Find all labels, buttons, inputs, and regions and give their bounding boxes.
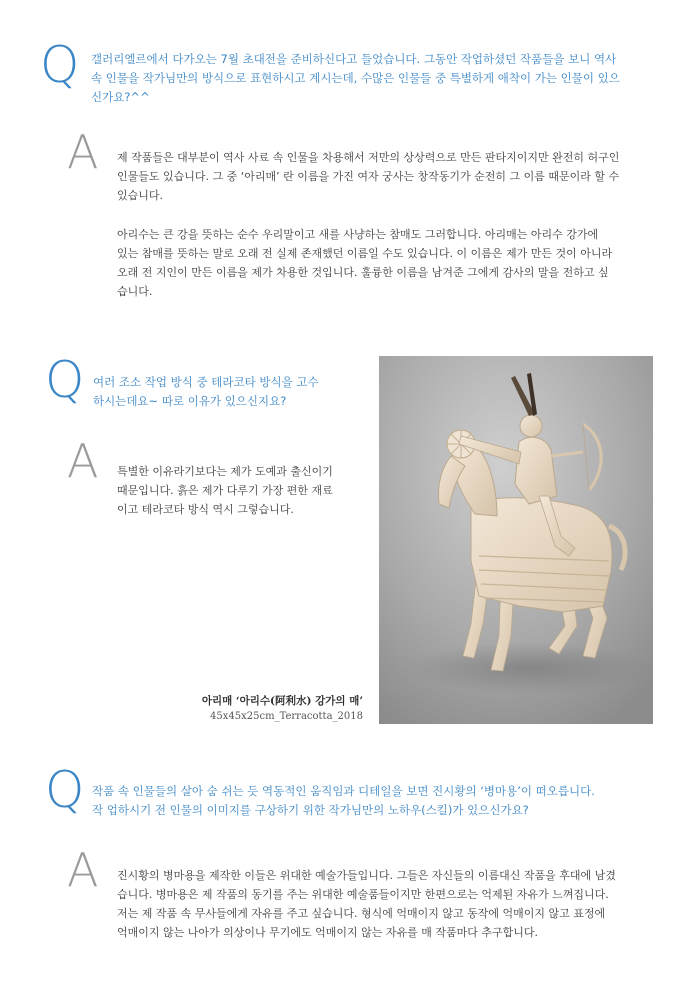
question-1-line: 신가요?^^ bbox=[91, 90, 150, 104]
answer-marker-2: A bbox=[67, 434, 99, 488]
answer-1 bbox=[117, 148, 667, 314]
question-marker-1: Q bbox=[40, 36, 80, 94]
answer-line: 있습니다. bbox=[117, 189, 164, 202]
question-marker-2: Q bbox=[45, 351, 85, 409]
question-3-line: 작품 속 인물들의 살아 숨 쉬는 듯 역동적인 움직임과 디테일을 보면 진시황의 ‘병마용’이 떠오릅니다. bbox=[92, 784, 595, 798]
question-2-line: 여러 조소 작업 방식 중 테라코타 방식을 고수 bbox=[93, 375, 319, 389]
artwork-title: 아리매 ‘아리수(阿利水) 강가의 매’ bbox=[201, 695, 363, 707]
answer-1-paragraph-2 bbox=[117, 225, 667, 301]
answer-line: 있는 참매를 뜻하는 말로 오래 전 실제 존재했던 이름일 수도 있습니다. 이 이름은 제가 만든 것이 아니라 bbox=[117, 247, 613, 260]
answer-line: 습니다. bbox=[117, 285, 153, 298]
answer-line: 아리수는 큰 강을 뜻하는 순수 우리말이고 새를 사냥하는 참매도 그러합니다. 아리매는 아리수 강가에 bbox=[117, 228, 599, 241]
question-2 bbox=[93, 373, 373, 411]
question-1-line: 갤러리엘르에서 다가오는 7월 초대전을 준비하신다고 들었습니다. 그동안 작업하셨던 작품들을 보니 역사 bbox=[91, 52, 617, 66]
artwork-details: 45x45x25cm_Terracotta_2018 bbox=[210, 711, 363, 722]
question-marker-3: Q bbox=[45, 761, 85, 819]
answer-marker-1: A bbox=[67, 125, 99, 179]
question-1 bbox=[91, 50, 671, 107]
answer-3 bbox=[117, 866, 677, 942]
answer-line: 오래 전 지인이 만든 이름을 제가 차용한 것입니다. 훌륭한 이름을 남겨준 그에게 감사의 말을 전하고 싶 bbox=[117, 266, 609, 279]
answer-line: 억매이지 않는 나아가 의상이나 무기에도 억매이지 않는 자유를 매 작품마다 추구합니다. bbox=[117, 926, 538, 939]
question-2-line: 하시는데요~ 따로 이유가 있으신지요? bbox=[93, 394, 287, 408]
answer-1-paragraph-1 bbox=[117, 148, 667, 205]
answer-line: 진시황의 병마용을 제작한 이들은 위대한 예술가들입니다. 그들은 자신들의 이름대신 작품을 후대에 남겼 bbox=[117, 869, 616, 882]
artwork-photo bbox=[379, 356, 653, 724]
question-1-line: 속 인물을 작가님만의 방식으로 표현하시고 계시는데, 수많은 인물들 중 특별하게 애착이 가는 인물이 있으 bbox=[91, 71, 620, 85]
answer-line: 인물들도 있습니다. 그 중 ‘아리매’ 란 이름을 가진 여자 궁사는 창작동기가 순전히 그 이름 때문이라 할 수 bbox=[117, 170, 620, 183]
answer-line: 저는 제 작품 속 무사들에게 자유를 주고 싶습니다. 형식에 억매이지 않고 동작에 억매이지 않고 표정에 bbox=[117, 907, 606, 920]
horse-archer-sculpture bbox=[379, 356, 653, 724]
question-3-line: 작 업하시기 전 인물의 이미지를 구상하기 위한 작가님만의 노하우(스킬)가 있으신가요? bbox=[92, 803, 529, 817]
answer-line: 제 작품들은 대부분이 역사 사료 속 인물을 차용해서 저만의 상상력으로 만든 판타지이지만 완전히 허구인 bbox=[117, 151, 620, 164]
answer-2 bbox=[117, 462, 372, 519]
question-3 bbox=[92, 782, 672, 820]
answer-marker-3: A bbox=[67, 843, 99, 897]
answer-line: 특별한 이유라기보다는 제가 도예과 출신이기 bbox=[117, 465, 333, 478]
answer-line: 이고 테라코타 방식 역시 그렇습니다. bbox=[117, 503, 294, 516]
answer-line: 때문입니다. 흙은 제가 다루기 가장 편한 재료 bbox=[117, 484, 333, 497]
answer-line: 습니다. 병마용은 제 작품의 동기를 주는 위대한 예술품들이지만 한편으로는 억제된 자유가 느껴집니다. bbox=[117, 888, 609, 901]
